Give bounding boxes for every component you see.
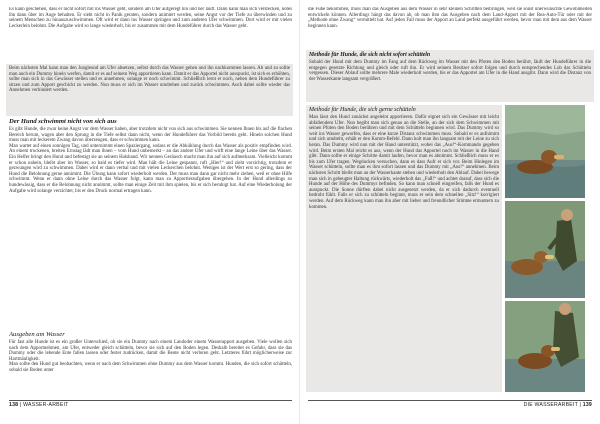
heading-no-swim: Der Hund schwimmt nicht von sich aus (9, 118, 117, 125)
footer-left (9, 402, 69, 409)
method-box-no-shake-text: Sobald der Hund mit dem Dummy im Fang auf dem Rückweg im Wasser mit den Pfoten den Boden berührt, läuft der Hundeführer in die entgegen gesetzte Richtung und gleich oder ruft ihn. Er wird seinem Besitzer sofort folgen und durch entsprechendes Lob das Schütteln vergessen. Dieser Ablauf sollte mehrere Male wiederholt werden, bis er das Apportel am Ufer in die Hand ausgibt. Dann wird die Distanz von der Wasserkante langsam vergrößert. (309, 60, 591, 82)
section-1-paragraph-1: Es gibt Hunde, die zwar keine Angst vor dem Wasser haben, aber trotzdem nicht von sich aus schwimmen. Sie nennen Ihnen bis auf die flachen Bereich herum, wagen aber den Sprung in die Tiefe selbst dann nicht, wenn der Hundeführer das Vorbild bereits geht. Hinein solchen Hund muss man mit leckerem Zwang davon überzeugen, dass er schwimmen kann. (9, 127, 292, 144)
photo-dog-handler (505, 201, 585, 298)
section-2-paragraph-2: Man sollte den Hund gut beobachten, wenn er nach dem Schwimmen ohne Dummy aus dem Wasser kommt. Hunden, die sich sofort schütteln, sobald sie Boden unter (9, 362, 292, 373)
method-box-shake (306, 105, 502, 392)
photo-dog-handler-graphic (505, 201, 585, 298)
footer-rule-right (308, 400, 592, 401)
intro-column (9, 7, 292, 29)
section-1-paragraph-2: Man wartet auf einen sonnigen Tag, und unternimmt einen Spaziergang, sodass er die Abkühlung durch das Wasser als positiv empfinden wird. An einem trockenen, breiten Ernstag lädt man ihnen – vom Hund unbemerkt – an das andere Ufer und wirft eine lange Leine über das Wasser. Ein Helfer bringt den Hund und befestigt sie an seinem Halsband. Wir nennen Geräusch macht man ihn auf sich aufmerksam. Vielleicht kommt er schon nahein, bleibt aber im Wasser, so bald es tiefer wird. Man hält die Leine gespannt, ruft „Hier!“ und zieht vorsichtig, trotzdem er gezwungen wird zu schwimmen. Dabei wird er dann verbal und mit vielen Leckerchen belohnt. Weniges ist der Wert erst so gering, dass der Hund die Belohnung gerne annimmt. Die Übung kann sofort wiederholt werden. Der muss man dann gar nicht mehr ziehen, weil er ohne Hilfe schwimmt. Wenn er dann ohne Leine durch das Wasser folgt, kann man zu Apportieraufgaben übergehen. In der Hund allerdings so hundewässig, dass er die Belohnung nicht annimmt, sollte man einige Zeit mit ihm spielen, bis er sich beruhigt hat. Auf eine Wiederholung der Aufgabe wird solange verzichtet, bis er den Druck normal ertragen kann. (9, 143, 292, 194)
footer-separator-left: | (19, 402, 22, 408)
method-box-no-shake (306, 50, 594, 102)
shaded-paragraph: Beim nächsten Mal kann man den Jungleund am Ufer absetzen, selbst durch das Wasser gehen und ihn nachkommen lassen. Ab und zu sollte man auch ein Dummy hinein werfen, damit er es auf seinem Weg apportieren kann. Damit er das Apportel nicht ausspuckt, ist sich es erhöhten, sollte man sich in das Gewässer stellen und es annehmen, solange er noch schwimmt. Schließlich lernt er noch, neben dem Hundeführer zu sitzen und zum Apport geschickt zu werden. Nun muss er sich im Wasser umdrehen und zurück schwimmen. Auch dabei sollte wieder das Annehmen verhindert werden. (9, 66, 290, 94)
section-no-swim (9, 118, 292, 350)
page-number-left: 138 (9, 402, 19, 408)
section-2-paragraph-1: Für fast alle Hunde ist es ein großer Unterschied, ob sie ein Dummy nach einem Landoder einem Wasserapport ausgeben. Viele wollen sich nach dem Apportnehmen, am Ufer, entweder gleich schütteln, bevor sie sich auf den Boden legen. Deshalb bereitet es Gefahr, dass sie das Dummy oder die lebende Ente fallen lassen oder fester zudrücken, damit die Beute nicht verloren geht. Letzteres führt möglicherweise zur Hartmäuligkeit. (9, 340, 292, 362)
photo-dog-swimming-graphic (505, 105, 585, 198)
photo-dog-release-graphic (505, 301, 585, 392)
photo-dog-swimming (505, 105, 585, 198)
intro-paragraph: Es kann geschehen, dass er nicht sofort mit ins Wasser geht, sondern am Ufer aufgeregt hin und her läuft. Dann kann man sich verstecken, notes ihn dann über im Auge behalten. Er sieht nicht in Panik geraten, sondern animiert werden, seine Angst vor der Tiefe zu überwinden und zu seinem Menschen zu hinauszuschwimmen. Oft wird er dann ins Wasser springen und zum anderen Ufer schwimmen. Dort wird er mit vielen Leckerlein belohnt. Die Aufgabe wird so lange wiederholt, bis er zusammen mit dem Hundeführer durch das Wasser geht. (9, 7, 292, 29)
shaded-paragraph-box (6, 64, 293, 116)
running-title-left: WASSER-ARBEIT (23, 402, 69, 408)
footer-separator-right: | (579, 402, 582, 408)
photo-column (505, 105, 585, 392)
page-number-right: 139 (582, 402, 592, 408)
method-box-no-shake-heading: Methode für Hunde, die sich nicht sofort schütteln (309, 52, 431, 58)
method-box-shake-heading: Methode für Hunde, die sich gerne schütteln (309, 107, 416, 113)
right-top-column (308, 7, 592, 29)
footer-rule-left (9, 400, 292, 401)
right-top-paragraph: die Füße bekommen, muss man das Ausgeben aus dem Wasser in sehr kleinen Schritten beibringen, weil sie sonst unerwünschte Gewohnheiten entwickeln können. Allerdings hängt das davon ab, ob man ihm das Ausgeben nach dem Land-Apport mit der Rea-Auto-Tür oder mit der „Methode ohne Zwang“ vermittelt hat. Auf jeden Fall muss der Apport an Land perfekt ausgeführt werden, bevor man mit dem aus dem Wasser beginnen kann. (308, 7, 592, 29)
method-box-shake-text: Man lässt den Hund zunächst angeleint apportieren. Dafür eignet sich ein Gewässer mit leicht abfallendem Ufer. Nun begibt man sich genau an die Stelle, an der sich dem Schwimmen mit seinen Pfoten den Boden berühren und mit dem Schütteln beginnen wird. Das Dummy wird so weit ins Wasser geworfen, dass er eine kurze Distanz schwimmen muss. Sobald er es aufnimmt und sich umdreht, erhält er den Komm-Befehl. Dann holt man ihn langsam mit der Leine zu sich heran. Das Dummy wird nun mit der Hand unterstützt, wobei das „Aus!“-Kommando gegeben wird. Beim ersten Mal reicht es aus, wenn der Hund das Apportel noch im Wasser in die Hand gibt. Dann sollte er einige Schritte damit laufen, bevor man es abnimmt. Schließlich muss er es bis zum Ufer tragen. Wegducken versuchen, dann es dass Aufr er sich vor. Beim Hinlegen im Wasser schütteln, sollte man es ihm sofort lassen und das Dummy mit „Aus!“ annehmen. Beim nächsten Schritt bleibt man an der Wasserkante stehen und wiederholt den Ablauf. Dabei bewege man sich in gebeugter Haltung rückwärts, wiederholt das „Fuß!“ und achtet darauf, dass sich die Hunde auf der Höhe des Dummys befinden. So kann man schnell eingreifen, falls der Hund es ausspuckt. Die Sonne dürften dabei nicht ausgesetzt werden, da er sich dadurch eventuell bedroht fühlt. Falls er sich zu schütteln beginnt, muss er sein dem schnellen „Sitz!“ korrigiert werden. Auf dem Rückweg kann man ihn aber mit lieber und freundlicher Stimme ermuntern zu kommen. (309, 115, 499, 210)
footer-right (524, 402, 592, 409)
section-release-water (9, 328, 292, 396)
running-title-right: DIE WASSERARBEIT (523, 402, 578, 408)
heading-release-water: Ausgeben am Wasser (9, 331, 65, 338)
photo-dog-release (505, 301, 585, 392)
